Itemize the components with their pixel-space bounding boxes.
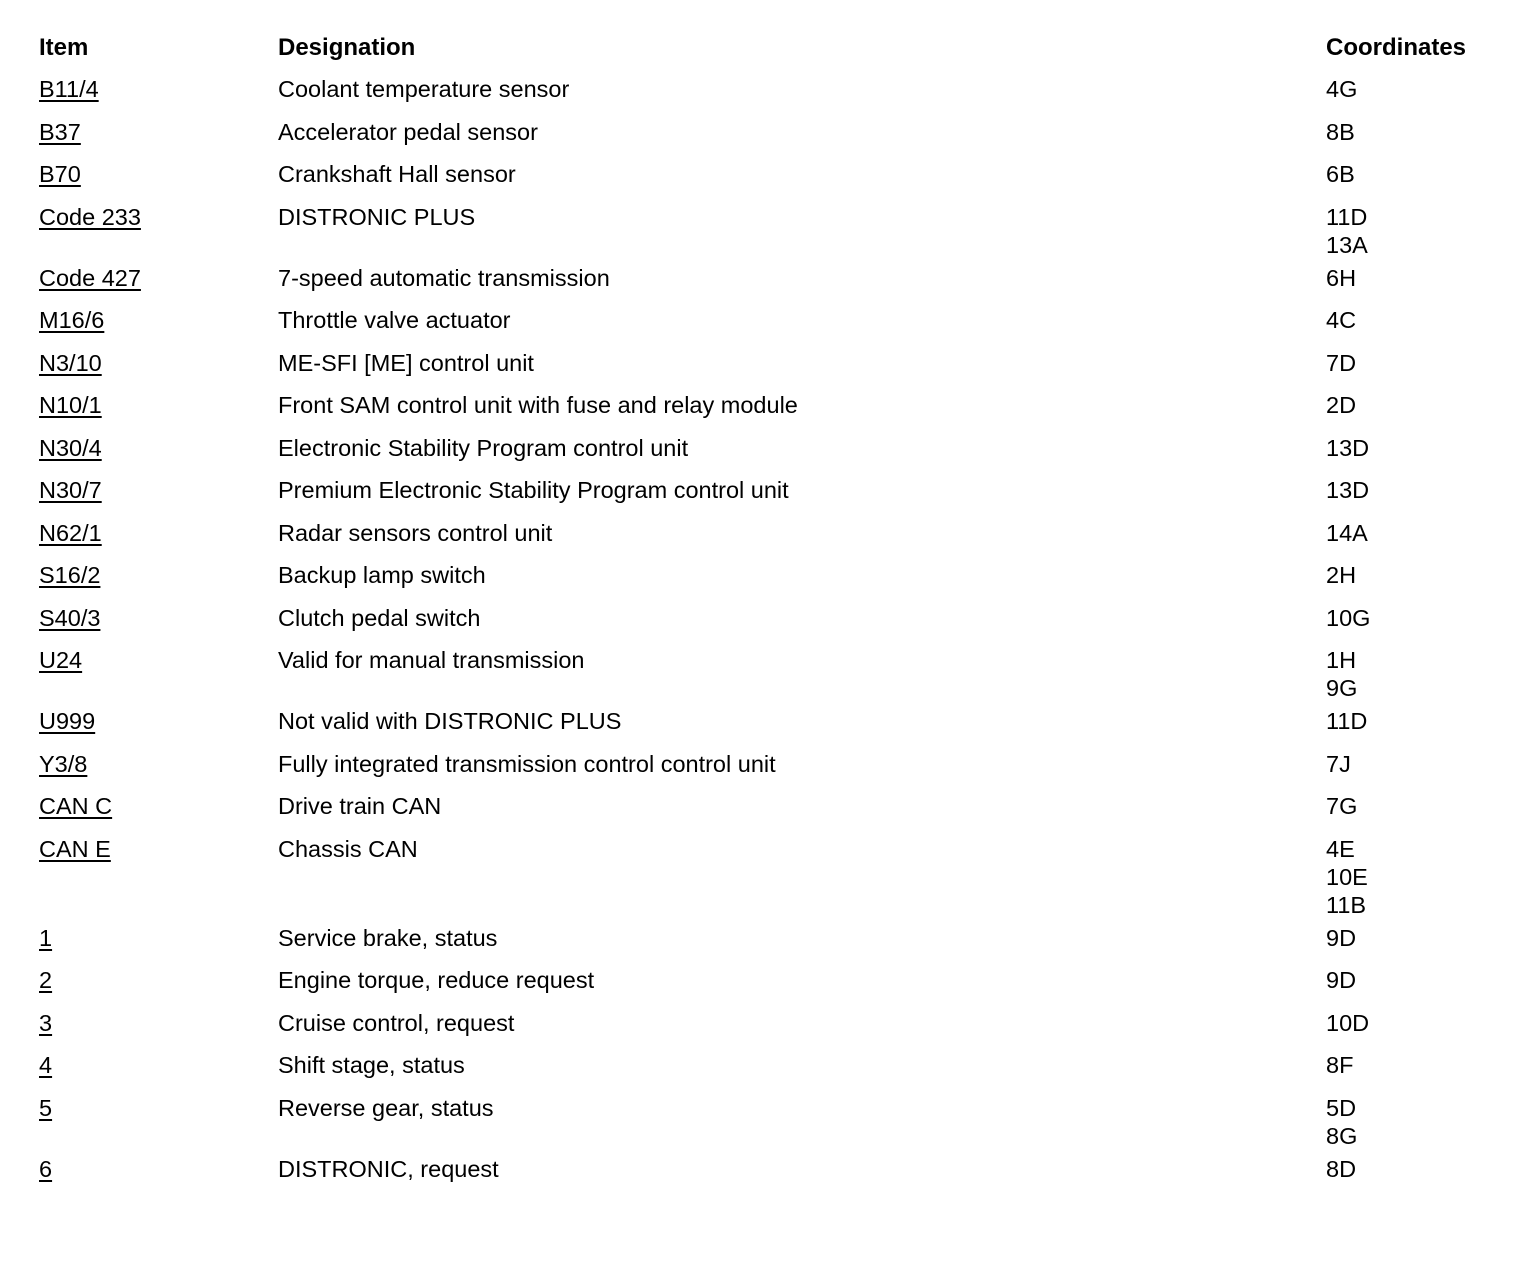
designation-cell: 7-speed automatic transmission — [278, 264, 610, 291]
item-link[interactable]: U999 — [39, 708, 96, 734]
item-cell — [39, 1155, 278, 1183]
item-link[interactable]: N30/7 — [39, 477, 102, 503]
designation-cell: Fully integrated transmission control control unit — [278, 750, 776, 777]
coordinates-cell — [1326, 707, 1499, 735]
item-link[interactable]: 2 — [39, 967, 53, 993]
designation-cell: Electronic Stability Program control unit — [278, 434, 689, 461]
table-row — [39, 641, 1499, 702]
item-link[interactable]: 1 — [39, 924, 53, 951]
table-row — [39, 745, 1499, 788]
coordinate-value: 4E — [1326, 835, 1355, 862]
coordinate-value: 10E — [1326, 863, 1368, 890]
table-row — [39, 113, 1499, 156]
item-link[interactable]: B70 — [39, 161, 81, 187]
table-row — [39, 599, 1499, 642]
coordinate-value: 7J — [1326, 750, 1351, 777]
coordinates-cell — [1326, 1155, 1499, 1183]
item-cell — [39, 750, 278, 778]
coordinates-cell — [1326, 519, 1499, 547]
coordinate-value: 2H — [1326, 562, 1357, 588]
header-item: Item — [39, 34, 89, 61]
designation-cell: Throttle valve actuator — [278, 307, 511, 333]
item-cell — [39, 1009, 278, 1037]
coordinate-value: 4C — [1326, 307, 1357, 333]
coordinate-value: 9D — [1326, 967, 1357, 993]
designation-cell: Clutch pedal switch — [278, 604, 481, 631]
designation-cell: Cruise control, request — [278, 1009, 515, 1036]
table-row — [39, 344, 1499, 387]
coordinate-value: 6B — [1326, 161, 1355, 187]
coordinate-value: 13D — [1326, 477, 1370, 503]
designation-cell: Front SAM control unit with fuse and relay module — [278, 392, 798, 418]
table-row — [39, 70, 1499, 113]
coordinate-value: 2D — [1326, 392, 1357, 418]
coordinate-value: 1H — [1326, 647, 1357, 673]
coordinates-cell — [1326, 924, 1499, 952]
table-row — [39, 198, 1499, 259]
designation-cell: DISTRONIC PLUS — [278, 203, 476, 230]
item-link[interactable]: B37 — [39, 118, 81, 145]
item-link[interactable]: Y3/8 — [39, 750, 88, 777]
table-row — [39, 471, 1499, 514]
coordinates-cell — [1326, 604, 1499, 632]
item-cell — [39, 391, 278, 419]
table-row — [39, 1089, 1499, 1150]
coordinate-value: 8F — [1326, 1052, 1354, 1078]
item-link[interactable]: 3 — [39, 1009, 53, 1036]
legend-table — [39, 30, 1499, 1192]
item-link[interactable]: U24 — [39, 647, 83, 673]
item-cell — [39, 646, 278, 674]
coordinate-value: 7G — [1326, 793, 1358, 819]
coordinate-value: 13D — [1326, 434, 1370, 461]
item-cell — [39, 203, 278, 231]
designation-cell: Chassis CAN — [278, 835, 418, 862]
designation-cell: Service brake, status — [278, 924, 498, 951]
coordinate-value: 10G — [1326, 604, 1371, 631]
coordinates-cell — [1326, 118, 1499, 146]
coordinates-cell — [1326, 203, 1499, 259]
coordinates-cell — [1326, 391, 1499, 419]
table-body — [39, 70, 1499, 1192]
coordinate-value: 11B — [1326, 891, 1367, 918]
designation-cell: Shift stage, status — [278, 1052, 465, 1078]
item-cell — [39, 924, 278, 952]
coordinate-value: 8G — [1326, 1122, 1358, 1149]
coordinate-value: 14A — [1326, 519, 1368, 546]
item-link[interactable]: S16/2 — [39, 562, 101, 588]
item-link[interactable]: Code 233 — [39, 203, 141, 230]
header-designation: Designation — [278, 34, 416, 61]
item-cell — [39, 349, 278, 377]
item-cell — [39, 707, 278, 735]
item-link[interactable]: S40/3 — [39, 604, 101, 631]
item-cell — [39, 160, 278, 188]
coordinates-cell — [1326, 264, 1499, 292]
item-link[interactable]: 5 — [39, 1094, 53, 1121]
item-link[interactable]: B11/4 — [39, 76, 99, 102]
coordinates-cell — [1326, 160, 1499, 188]
item-cell — [39, 434, 278, 462]
table-row — [39, 1004, 1499, 1047]
table-row — [39, 514, 1499, 557]
item-link[interactable]: M16/6 — [39, 307, 105, 333]
coordinates-cell — [1326, 646, 1499, 702]
item-link[interactable]: N30/4 — [39, 434, 102, 461]
designation-cell: Premium Electronic Stability Program control unit — [278, 477, 789, 503]
item-cell — [39, 75, 278, 103]
item-link[interactable]: Code 427 — [39, 264, 141, 291]
coordinate-value: 13A — [1326, 231, 1368, 258]
designation-cell: ME-SFI [ME] control unit — [278, 349, 534, 376]
item-link[interactable]: CAN E — [39, 835, 111, 862]
coordinates-cell — [1326, 349, 1499, 377]
coordinate-value: 8D — [1326, 1155, 1357, 1182]
item-link[interactable]: N62/1 — [39, 519, 102, 546]
header-coordinates: Coordinates — [1326, 34, 1467, 61]
item-link[interactable]: 4 — [39, 1052, 53, 1078]
item-link[interactable]: N3/10 — [39, 349, 102, 376]
coordinates-cell — [1326, 792, 1499, 820]
table-row — [39, 919, 1499, 962]
coordinates-cell — [1326, 476, 1499, 504]
coordinate-value: 11D — [1326, 708, 1368, 734]
table-row — [39, 702, 1499, 745]
designation-cell: Valid for manual transmission — [278, 647, 585, 673]
item-cell — [39, 835, 278, 863]
coordinates-cell — [1326, 434, 1499, 462]
table-row — [39, 556, 1499, 599]
designation-cell: Coolant temperature sensor — [278, 76, 570, 102]
item-cell — [39, 306, 278, 334]
item-link[interactable]: N10/1 — [39, 392, 102, 418]
designation-cell: DISTRONIC, request — [278, 1155, 499, 1182]
item-cell — [39, 792, 278, 820]
coordinate-value: 10D — [1326, 1009, 1370, 1036]
item-cell — [39, 561, 278, 589]
coordinate-value: 7D — [1326, 349, 1357, 376]
coordinates-cell — [1326, 75, 1499, 103]
coordinates-cell — [1326, 750, 1499, 778]
coordinates-cell — [1326, 966, 1499, 994]
coordinates-cell — [1326, 835, 1499, 919]
table-row — [39, 787, 1499, 830]
coordinate-value: 9D — [1326, 924, 1357, 951]
item-cell — [39, 604, 278, 632]
table-row — [39, 301, 1499, 344]
item-cell — [39, 1094, 278, 1122]
coordinate-value: 8B — [1326, 118, 1355, 145]
coordinates-cell — [1326, 1009, 1499, 1037]
item-cell — [39, 519, 278, 547]
item-cell — [39, 264, 278, 292]
item-cell — [39, 476, 278, 504]
coordinate-value: 9G — [1326, 675, 1358, 701]
item-cell — [39, 1051, 278, 1079]
designation-cell: Accelerator pedal sensor — [278, 118, 538, 145]
table-row — [39, 259, 1499, 302]
item-cell — [39, 118, 278, 146]
table-row — [39, 1046, 1499, 1089]
table-row — [39, 961, 1499, 1004]
designation-cell: Reverse gear, status — [278, 1094, 494, 1121]
table-row — [39, 1150, 1499, 1193]
coordinate-value: 4G — [1326, 76, 1358, 102]
table-row — [39, 830, 1499, 919]
coordinates-cell — [1326, 1051, 1499, 1079]
designation-cell: Crankshaft Hall sensor — [278, 161, 516, 187]
designation-cell: Drive train CAN — [278, 793, 442, 819]
designation-cell: Radar sensors control unit — [278, 519, 553, 546]
coordinates-cell — [1326, 561, 1499, 589]
item-cell — [39, 966, 278, 994]
coordinates-cell — [1326, 306, 1499, 334]
table-row — [39, 386, 1499, 429]
coordinate-value: 6H — [1326, 264, 1357, 291]
coordinate-value: 11D — [1326, 203, 1368, 230]
table-row — [39, 155, 1499, 198]
coordinates-cell — [1326, 1094, 1499, 1150]
designation-cell: Backup lamp switch — [278, 562, 486, 588]
item-link[interactable]: CAN C — [39, 793, 113, 819]
table-header — [39, 30, 1499, 70]
designation-cell: Not valid with DISTRONIC PLUS — [278, 708, 622, 734]
coordinate-value: 5D — [1326, 1094, 1357, 1121]
table-row — [39, 429, 1499, 472]
designation-cell: Engine torque, reduce request — [278, 967, 595, 993]
item-link[interactable]: 6 — [39, 1155, 53, 1182]
